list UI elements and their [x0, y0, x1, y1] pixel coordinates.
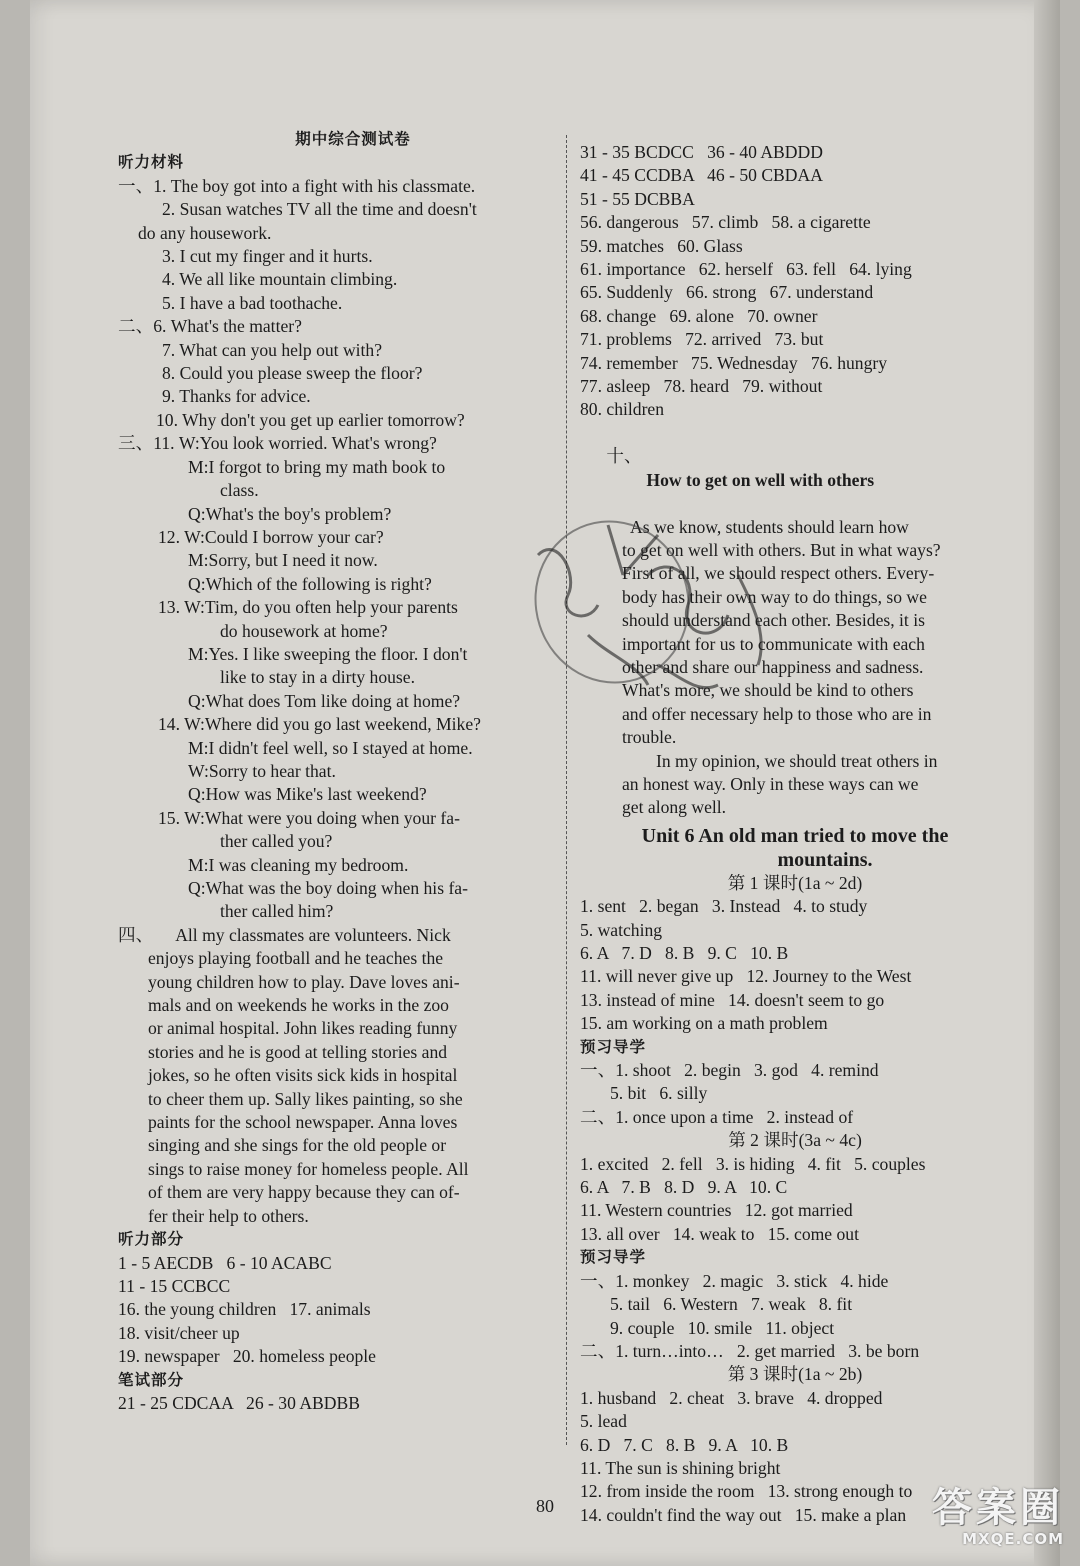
- text-line: Q:What was the boy doing when his fa-: [188, 878, 468, 898]
- text-line: Q:What does Tom like doing at home?: [188, 690, 461, 711]
- answer-line: 5. tail 6. Western 7. weak 8. fit: [610, 1294, 853, 1315]
- text-line: sings to raise money for homeless people. All: [148, 1158, 469, 1179]
- answer-line: 68. change 69. alone 70. owner: [580, 305, 818, 326]
- text-line: ther called you?: [220, 831, 333, 852]
- text-line: other and share our happiness and sadness.: [622, 656, 924, 677]
- text-line: 三、11. W:You look worried. What's wrong?: [118, 433, 437, 454]
- text-line: important for us to communicate with each: [622, 633, 925, 654]
- answer-line: 41 - 45 CCDBA 46 - 50 CBDAA: [580, 165, 823, 186]
- lesson3-heading: 第 3 课时(1a ~ 2b): [727, 1364, 863, 1385]
- answer-line: 1. sent 2. began 3. Instead 4. to study: [580, 896, 868, 917]
- text-line: of them are very happy because they can of-: [148, 1182, 460, 1203]
- answer-line: 19. newspaper 20. homeless people: [118, 1346, 376, 1367]
- answer-line: 1. husband 2. cheat 3. brave 4. dropped: [580, 1387, 883, 1408]
- answer-line: 一、1. shoot 2. begin 3. god 4. remind: [580, 1060, 879, 1081]
- text-line: body has their own way to do things, so we: [622, 586, 927, 607]
- text-line: Q:How was Mike's last weekend?: [188, 784, 427, 805]
- answer-line: 12. from inside the room 13. strong enough to: [580, 1481, 913, 1502]
- watermark-url: MXQE.COM: [962, 1530, 1064, 1548]
- text-line: ther called him?: [220, 901, 334, 922]
- answer-line: 一、1. monkey 2. magic 3. stick 4. hide: [580, 1270, 889, 1291]
- text-line: young children how to play. Dave loves ani-: [148, 971, 460, 992]
- text-line: jokes, so he often visits sick kids in hospital: [148, 1065, 458, 1086]
- text-line: 13. W:Tim, do you often help your parents: [158, 597, 458, 618]
- essay-title: How to get on well with others: [646, 469, 875, 490]
- answer-line: 51 - 55 DCBBA: [580, 188, 695, 209]
- answer-line: 14. couldn't find the way out 15. make a plan: [580, 1504, 907, 1525]
- text-line: W:Sorry to hear that.: [188, 760, 336, 781]
- section-heading-written-part: 笔试部分: [118, 1370, 185, 1389]
- text-line: fer their help to others.: [148, 1205, 309, 1226]
- part1-block: [118, 175, 548, 315]
- text-line: 10. Why don't you get up earlier tomorrow?: [156, 409, 465, 430]
- answer-line: 二、1. turn…into… 2. get married 3. be born: [580, 1340, 920, 1361]
- text-line: M:I was cleaning my bedroom.: [188, 854, 409, 875]
- essay-heading: [580, 422, 1010, 516]
- answer-line: 5. lead: [580, 1411, 627, 1432]
- text-line: enjoys playing football and he teaches the: [148, 948, 444, 969]
- text-line: 15. W:What were you doing when your fa-: [158, 807, 460, 828]
- answer-line: 80. children: [580, 399, 665, 420]
- text-line: 12. W:Could I borrow your car?: [158, 526, 384, 547]
- text-line: mals and on weekends he works in the zoo: [148, 995, 449, 1016]
- text-line: 3. I cut my finger and it hurts.: [162, 246, 373, 267]
- text-line: What's more, we should be kind to others: [622, 680, 914, 701]
- answer-line: 6. A 7. D 8. B 9. C 10. B: [580, 943, 789, 963]
- text-line: trouble.: [622, 727, 677, 748]
- site-watermark: [874, 1486, 1064, 1556]
- answer-line: 18. visit/cheer up: [118, 1322, 240, 1343]
- answer-line: 13. all over 14. weak to 15. come out: [580, 1223, 859, 1244]
- answer-line: 15. am working on a math problem: [580, 1013, 828, 1034]
- preview1-heading: 预习导学: [580, 1037, 647, 1056]
- text-line: First of all, we should respect others. Every-: [622, 563, 935, 584]
- page-title: 期中综合测试卷: [295, 130, 411, 148]
- part4-label: 四、: [118, 924, 154, 945]
- text-line: 8. Could you please sweep the floor?: [162, 363, 423, 384]
- workbook-page: [30, 0, 1060, 1566]
- text-line: 14. W:Where did you go last weekend, Mike?: [158, 714, 481, 735]
- answer-line: 16. the young children 17. animals: [118, 1299, 371, 1320]
- answer-line: 11. Western countries 12. got married: [580, 1200, 853, 1221]
- text-line: like to stay in a dirty house.: [220, 667, 415, 688]
- text-line: to cheer them up. Sally likes painting, so she: [148, 1088, 463, 1109]
- page-spine-shadow: [1034, 0, 1060, 1566]
- answer-line: 31 - 35 BCDCC 36 - 40 ABDDD: [580, 142, 823, 162]
- text-line: 9. Thanks for advice.: [162, 386, 311, 407]
- part3-block: [118, 432, 548, 924]
- unit-title-line2: mountains.: [777, 848, 873, 871]
- text-line: 二、6. What's the matter?: [118, 316, 302, 337]
- preview2-heading: 预习导学: [580, 1248, 647, 1267]
- answer-line: 61. importance 62. herself 63. fell 64. lying: [580, 259, 912, 280]
- text-line: get along well.: [622, 797, 727, 818]
- answer-line: 74. remember 75. Wednesday 76. hungry: [580, 352, 888, 373]
- text-line: or animal hospital. John likes reading funny: [148, 1018, 458, 1039]
- answer-line: 5. bit 6. silly: [610, 1083, 708, 1104]
- answer-line: 二、1. once upon a time 2. instead of: [580, 1106, 854, 1127]
- right-column: [580, 141, 1010, 1527]
- answer-line: 1 - 5 AECDB 6 - 10 ACABC: [118, 1252, 332, 1273]
- text-line: M:I didn't feel well, so I stayed at home.: [188, 737, 473, 758]
- text-span: All my classmates are volunteers. Nick: [175, 924, 451, 945]
- text-line: As we know, students should learn how: [630, 516, 909, 537]
- answer-line: 59. matches 60. Glass: [580, 235, 743, 256]
- column-divider: [566, 135, 567, 1445]
- text-line: In my opinion, we should treat others in: [656, 750, 938, 771]
- answer-line: 5. watching: [580, 919, 663, 940]
- part2-block: [118, 315, 548, 432]
- text-line: M:Sorry, but I need it now.: [188, 550, 378, 571]
- text-line: paints for the school newspaper. Anna loves: [148, 1112, 458, 1133]
- text-line: an honest way. Only in these ways can we: [622, 773, 919, 794]
- answer-line: 71. problems 72. arrived 73. but: [580, 329, 824, 350]
- lesson2-heading: 第 2 课时(3a ~ 4c): [728, 1130, 862, 1151]
- text-line: stories and he is good at telling stories and: [148, 1041, 448, 1062]
- page-number: 80: [536, 1496, 554, 1516]
- answer-line: 6. D 7. C 8. B 9. A 10. B: [580, 1434, 789, 1455]
- answer-line: 65. Suddenly 66. strong 67. understand: [580, 282, 874, 303]
- unit-title-line1: Unit 6 An old man tried to move the: [641, 824, 949, 847]
- left-column: [118, 128, 548, 1415]
- text-line: M:Yes. I like sweeping the floor. I don't: [188, 643, 468, 664]
- text-line: do any housework.: [138, 222, 272, 243]
- answer-line: [580, 965, 1010, 988]
- text-line: Q:Which of the following is right?: [188, 573, 432, 594]
- text-line: and offer necessary help to those who are in: [622, 703, 932, 724]
- text-line: class.: [220, 480, 259, 501]
- lesson1-heading: 第 1 课时(1a ~ 2d): [727, 872, 863, 893]
- text-line: [118, 924, 548, 947]
- answer-line: 6. A 7. B 8. D 9. A 10. C: [580, 1177, 788, 1198]
- answer-line: 13. instead of mine 14. doesn't seem to go: [580, 989, 885, 1010]
- section-heading-listening-part: 听力部分: [118, 1230, 185, 1249]
- answer-line: 11 - 15 CCBCC: [118, 1275, 231, 1296]
- text-line: 5. I have a bad toothache.: [162, 292, 343, 313]
- answer-line: 9. couple 10. smile 11. object: [610, 1317, 835, 1338]
- answer-line: 11. will never give up 12. Journey to the West: [580, 966, 912, 987]
- part4-paragraph: [118, 924, 548, 1228]
- answer-line: 1. excited 2. fell 3. is hiding 4. fit 5. couples: [580, 1153, 926, 1174]
- answer-line: 56. dangerous 57. climb 58. a cigarette: [580, 212, 871, 233]
- part4-block: [118, 924, 548, 1228]
- answer-line: 77. asleep 78. heard 79. without: [580, 376, 823, 397]
- text-line: 2. Susan watches TV all the time and doesn't: [162, 199, 477, 220]
- watermark-logo-text: 答案圈: [932, 1485, 1064, 1531]
- text-line: 一、1. The boy got into a fight with his classmate.: [118, 175, 476, 196]
- text-line: to get on well with others. But in what ways?: [622, 539, 941, 560]
- text-line: 7. What can you help out with?: [162, 339, 383, 360]
- text-line: do housework at home?: [220, 620, 388, 641]
- text-line: singing and she sings for the old people or: [148, 1135, 447, 1156]
- text-line: should understand each other. Besides, it is: [622, 610, 925, 631]
- text-line: Q:What's the boy's problem?: [188, 503, 392, 524]
- essay-label: 十、: [606, 446, 642, 467]
- handwritten-scrawl-icon: [528, 515, 808, 735]
- answer-line: 11. The sun is shining bright: [580, 1457, 781, 1478]
- text-line: M:I forgot to bring my math book to: [188, 456, 446, 477]
- text-line: 4. We all like mountain climbing.: [162, 269, 398, 290]
- answer-line: 21 - 25 CDCAA 26 - 30 ABDBB: [118, 1392, 360, 1413]
- section-heading-listening-material: 听力材料: [118, 153, 185, 172]
